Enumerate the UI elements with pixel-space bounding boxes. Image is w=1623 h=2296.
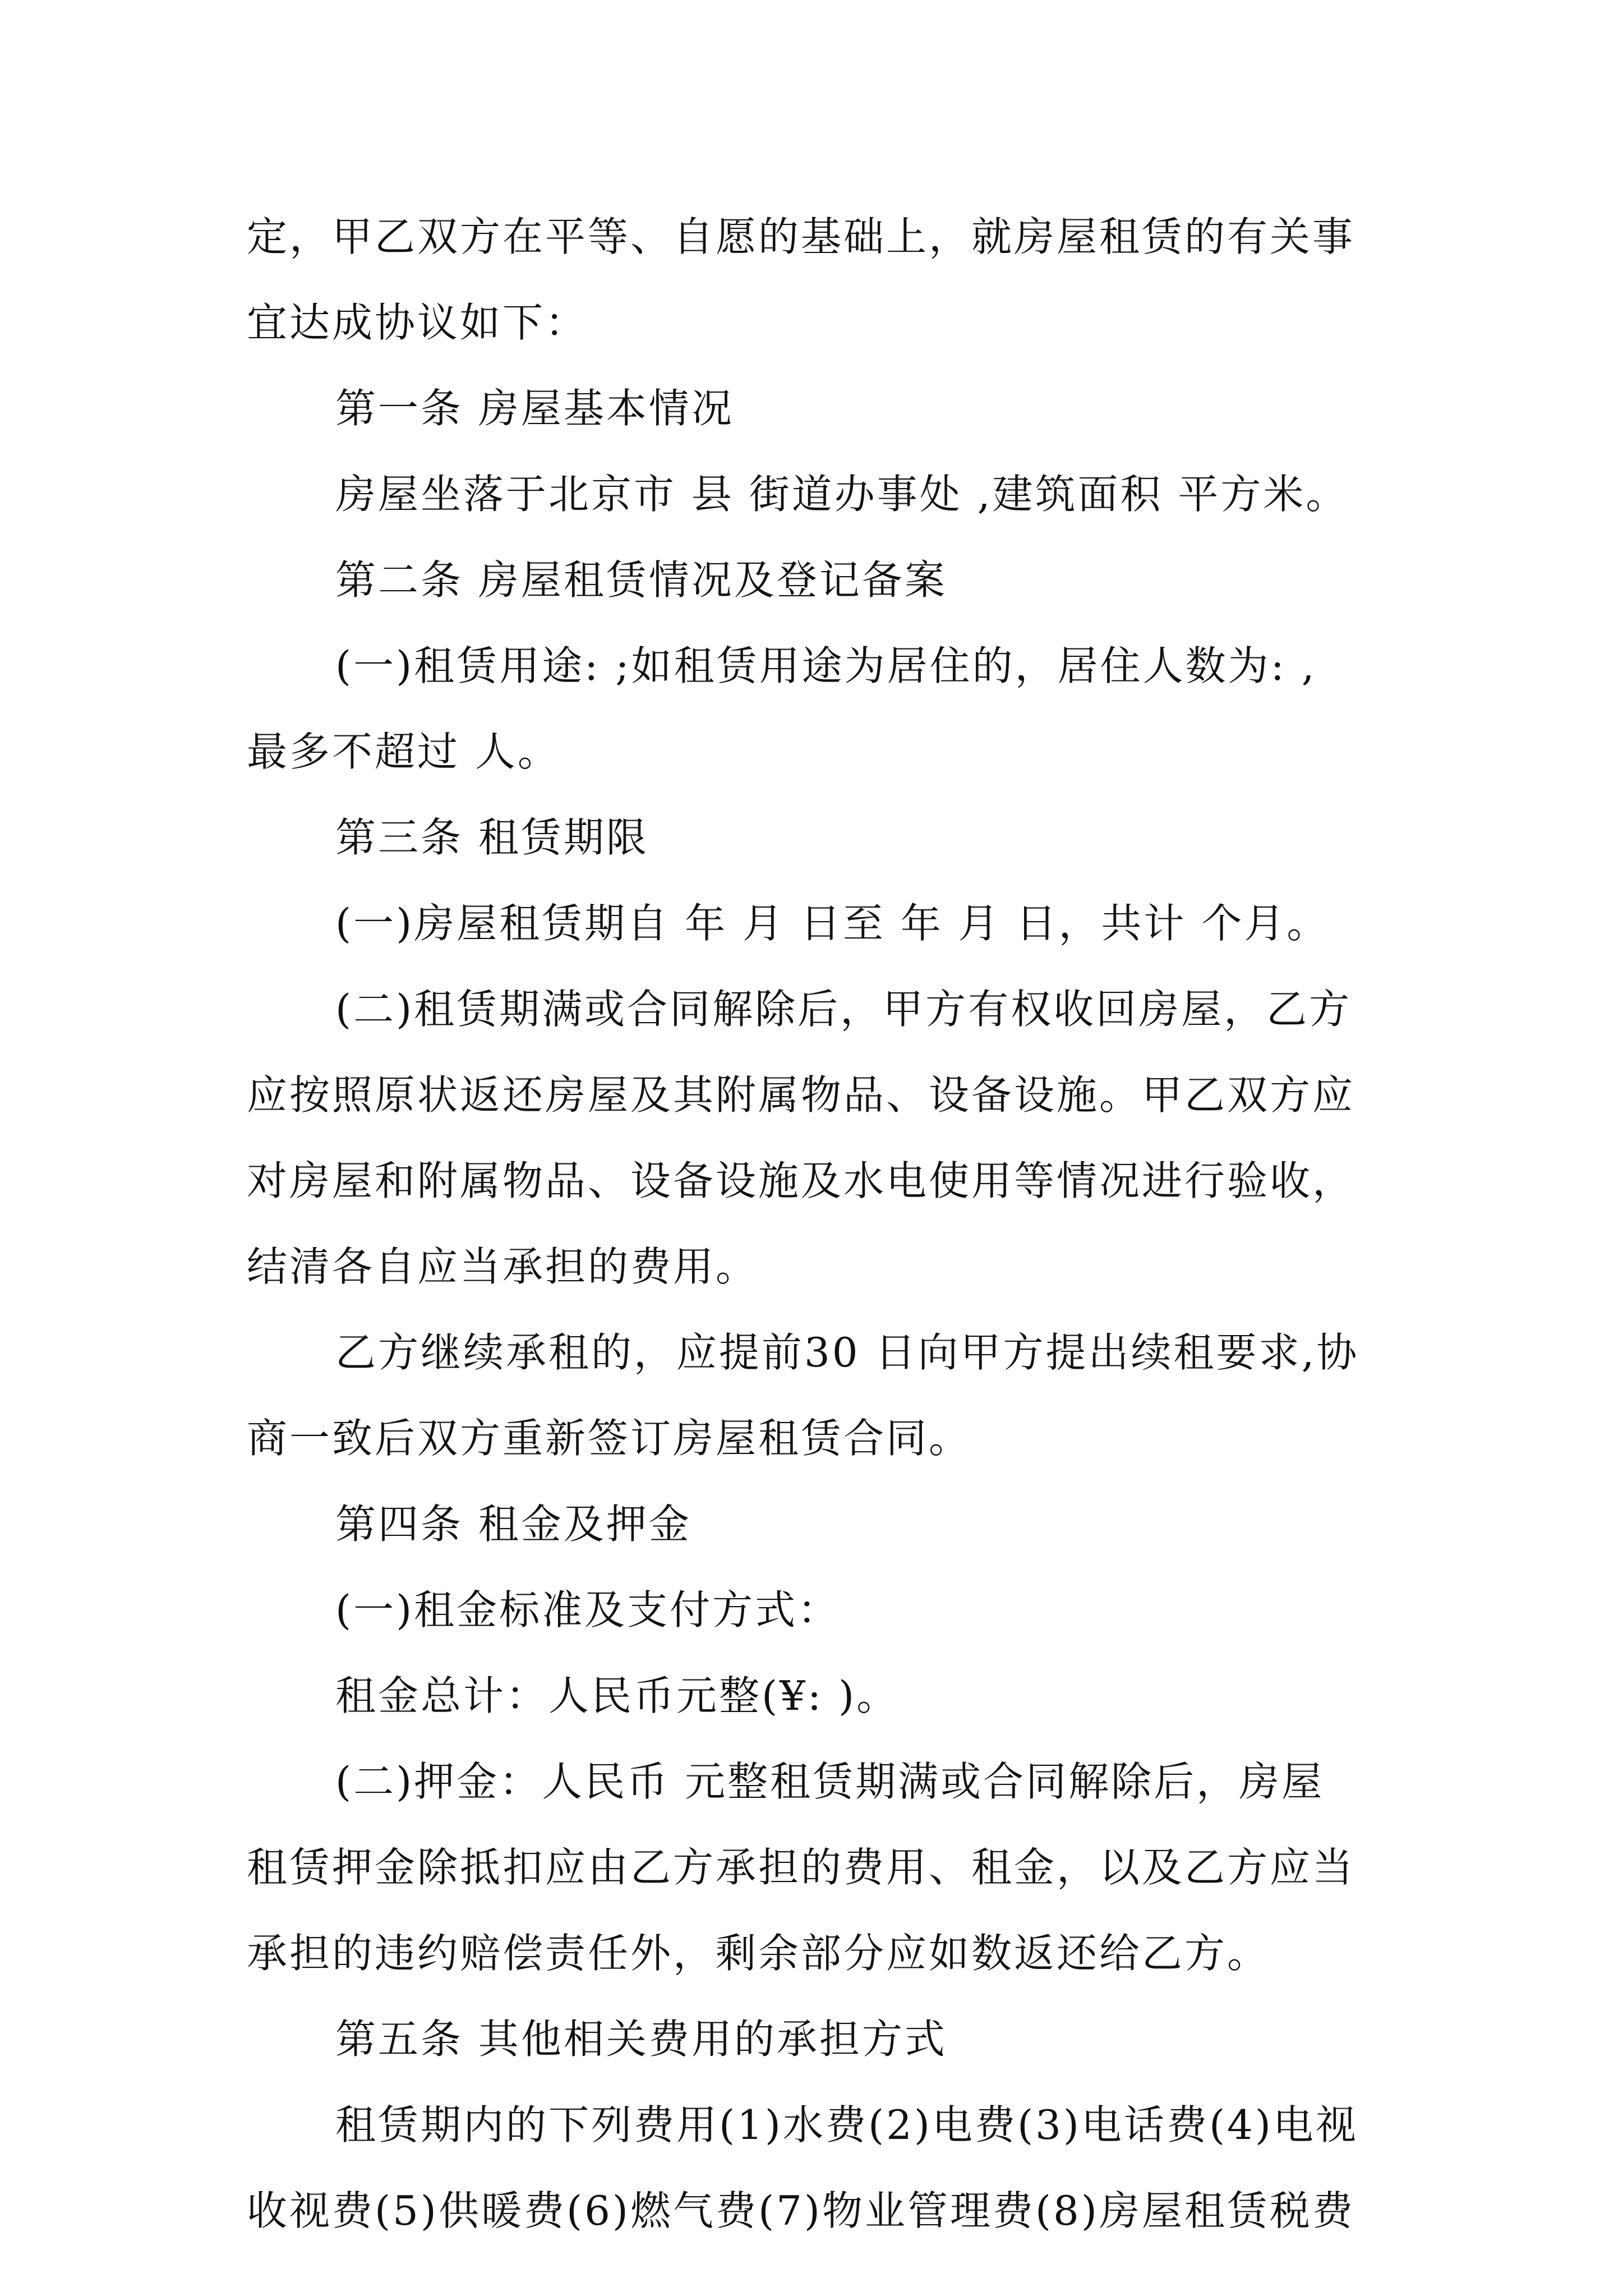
text-line: 对房屋和附属物品、设备设施及水电使用等情况进行验收， bbox=[247, 1157, 1355, 1204]
text-line: 应按照原状返还房屋及其附属物品、设备设施。甲乙双方应 bbox=[247, 1071, 1355, 1119]
text-line: (一)租赁用途: ;如租赁用途为居住的，居住人数为: , bbox=[335, 642, 1317, 689]
text-line: 承担的违约赔偿责任外，剩余部分应如数返还给乙方。 bbox=[247, 1930, 1270, 1977]
section-heading: 第一条 房屋基本情况 bbox=[335, 385, 734, 432]
section-heading: 第二条 房屋租赁情况及登记备案 bbox=[335, 556, 947, 604]
section-heading: 第四条 租金及押金 bbox=[335, 1501, 691, 1548]
text-line: (二)押金：人民币 元整租赁期满或合同解除后，房屋 bbox=[335, 1758, 1325, 1805]
text-line: 最多不超过 人。 bbox=[247, 728, 560, 775]
text-line: 租金总计：人民币元整(¥: )。 bbox=[335, 1672, 900, 1719]
text-line: 商一致后双方重新签订房屋租赁合同。 bbox=[247, 1415, 972, 1462]
text-line: 定，甲乙双方在平等、自愿的基础上，就房屋租赁的有关事 bbox=[247, 213, 1355, 260]
text-line: (一)房屋租赁期自 年 月 日至 年 月 日，共计 个月。 bbox=[335, 900, 1330, 947]
section-heading: 第三条 租赁期限 bbox=[335, 814, 649, 861]
text-line: 结清各自应当承担的费用。 bbox=[247, 1243, 759, 1290]
section-heading: 第五条 其他相关费用的承担方式 bbox=[335, 2016, 947, 2063]
text-line: 租赁期内的下列费用(1)水费(2)电费(3)电话费(4)电视 bbox=[335, 2101, 1358, 2148]
text-line: 宜达成协议如下： bbox=[247, 299, 588, 346]
text-line: 房屋坐落于北京市 县 街道办事处 ,建筑面积 平方米。 bbox=[335, 471, 1349, 518]
text-line: 收视费(5)供暖费(6)燃气费(7)物业管理费(8)房屋租赁税费 bbox=[247, 2187, 1355, 2234]
text-line: 租赁押金除抵扣应由乙方承担的费用、租金，以及乙方应当 bbox=[247, 1844, 1355, 1891]
text-line: 乙方继续承租的，应提前30 日向甲方提出续租要求,协 bbox=[335, 1329, 1359, 1376]
text-line: (二)租赁期满或合同解除后，甲方有权收回房屋，乙方 bbox=[335, 986, 1352, 1033]
text-line: (一)租金标准及支付方式： bbox=[335, 1586, 841, 1634]
